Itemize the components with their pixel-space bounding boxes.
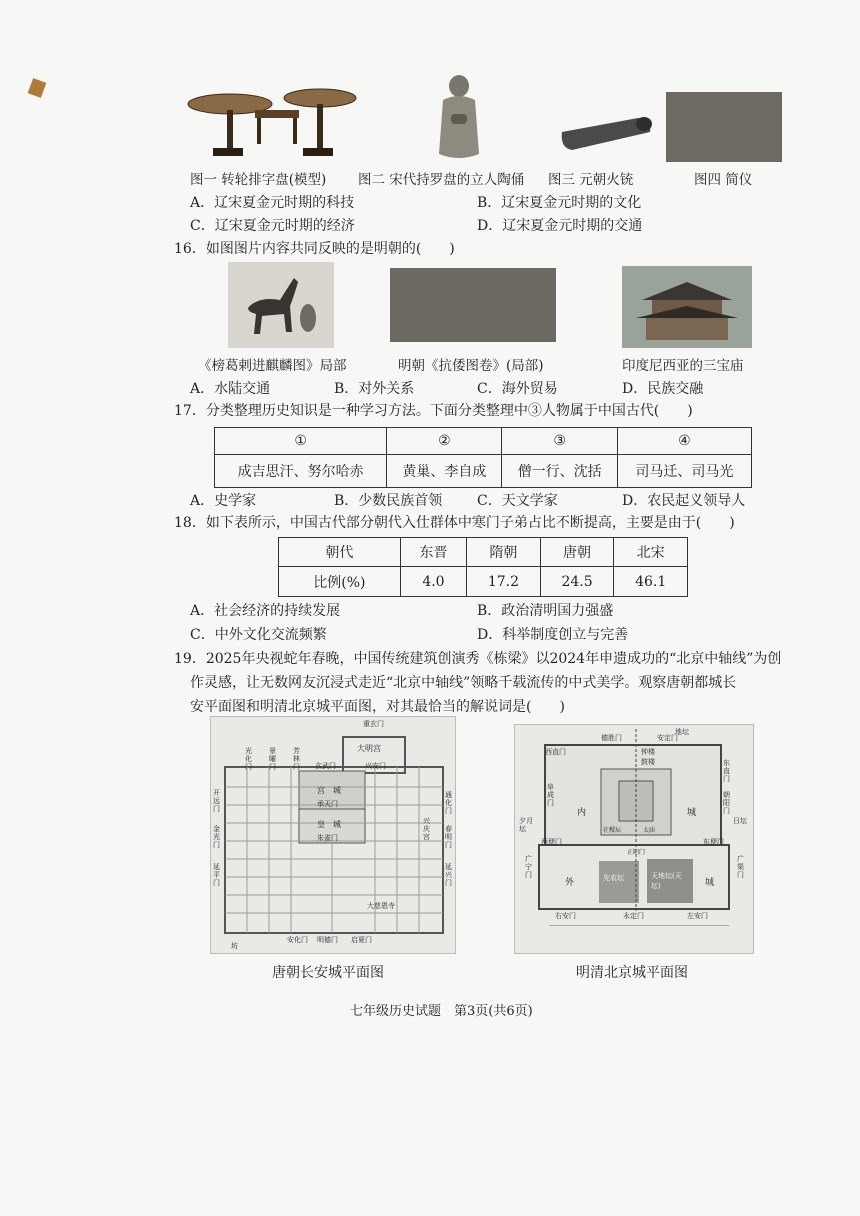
map-label: 德胜门 xyxy=(601,734,622,742)
map-label: 外 xyxy=(565,878,575,888)
ink-mark xyxy=(28,78,47,98)
table-cell: 成吉思汗、努尔哈赤 xyxy=(215,455,387,488)
figure-caption: 明朝《抗倭图卷》(局部) xyxy=(398,358,544,374)
map-label: 西便门 xyxy=(541,838,562,846)
map-label: 通化门 xyxy=(445,791,452,815)
map-label: 右安门 xyxy=(555,912,576,920)
answer-option[interactable]: D．辽宋夏金元时期的交通 xyxy=(477,218,643,234)
figure-caption: 图四 简仪 xyxy=(694,172,753,188)
map-label: 大慈恩寺 xyxy=(367,902,395,910)
map-label: 承天门 xyxy=(317,800,338,808)
map-legend xyxy=(549,925,729,948)
table-header: 唐朝 xyxy=(540,538,614,567)
map-label: 朱雀门 xyxy=(317,834,338,842)
question-stem: 17．分类整理历史知识是一种学习方法。下面分类整理中③人物属于中国古代( ) xyxy=(174,403,693,419)
map-label: 夕月坛 xyxy=(519,817,533,833)
map-label: 永定门 xyxy=(623,912,644,920)
figure-temple-image xyxy=(622,266,752,348)
figure-compass-figurine-image xyxy=(433,74,485,164)
table-cell: 46.1 xyxy=(614,567,688,597)
map-label: 安定门 xyxy=(657,734,678,742)
question-stem: 18．如下表所示，中国古代部分朝代入仕群体中寒门子弟占比不断提高，主要是由于( ) xyxy=(174,515,735,531)
map-label: 金光门 xyxy=(213,825,220,849)
map-label: 兴庆宫 xyxy=(423,817,430,841)
question-stem: 16．如图图片内容共同反映的是明朝的( ) xyxy=(174,241,455,257)
table-header: 东晋 xyxy=(400,538,466,567)
table-cell: 17.2 xyxy=(467,567,541,597)
page-footer: 七年级历史试题 第3页(共6页) xyxy=(350,1004,533,1019)
answer-option[interactable]: B．少数民族首领 xyxy=(334,493,443,509)
table-header: ③ xyxy=(502,428,617,455)
map-label: 钟楼 xyxy=(641,748,655,756)
answer-option[interactable]: B．政治清明国力强盛 xyxy=(477,603,614,619)
figure-caption: 印度尼西亚的三宝庙 xyxy=(622,358,744,374)
map-legend: 坊 xyxy=(231,942,238,950)
map-label: 朝阳门 xyxy=(723,791,730,815)
table-cell: 司马迁、司马光 xyxy=(617,455,751,488)
map-label: 皇 城 xyxy=(317,820,341,829)
map-label: 地坛 xyxy=(675,728,689,736)
map-label: 安化门 xyxy=(287,936,308,944)
map-label: 内 xyxy=(577,808,587,818)
beijing-map xyxy=(514,724,754,954)
table-header: 北宋 xyxy=(614,538,688,567)
table-header: ④ xyxy=(617,428,751,455)
map-label: 光化门 xyxy=(245,747,252,771)
table-header: 隋朝 xyxy=(467,538,541,567)
map-label: 城 xyxy=(705,878,715,888)
map-label: 天地坛(天坛) xyxy=(651,872,682,890)
map-label: 先农坛 xyxy=(603,874,624,882)
answer-option[interactable]: B．对外关系 xyxy=(334,381,415,397)
map-label: 明德门 xyxy=(317,936,338,944)
map-label: 广宁门 xyxy=(525,855,532,879)
answer-option[interactable]: A．社会经济的持续发展 xyxy=(190,603,341,619)
figure-fire-lance-image xyxy=(558,110,656,158)
map-label: 鼓楼 xyxy=(641,758,655,766)
map-label: 广渠门 xyxy=(737,855,744,879)
question-stem: 19．2025年央视蛇年春晚，中国传统建筑创演秀《栋梁》以2024年申遗成功的“北京中轴线”为创 xyxy=(174,651,782,667)
figure-scroll-image xyxy=(390,268,556,342)
answer-option[interactable]: D．民族交融 xyxy=(622,381,704,397)
question-stem: 作灵感，让无数网友沉浸式走近“北京中轴线”领略千载流传的中式美学。观察唐朝都城长 xyxy=(190,675,737,691)
answer-option[interactable]: C．中外文化交流频繁 xyxy=(190,627,327,643)
figure-caption: 《榜葛剌进麒麟图》局部 xyxy=(198,358,347,374)
table-cell: 僧一行、沈括 xyxy=(502,455,617,488)
answer-option[interactable]: A．水陆交通 xyxy=(190,381,271,397)
map-label: 西直门 xyxy=(545,748,566,756)
map-label: 景曜门 xyxy=(269,747,276,771)
map-label: 阜成门 xyxy=(547,783,554,807)
figure-caption: 图一 转轮排字盘(模型) xyxy=(190,172,327,188)
figure-caption: 图二 宋代持罗盘的立人陶俑 xyxy=(358,172,525,188)
table-cell: 4.0 xyxy=(400,567,466,597)
map-label: 春明门 xyxy=(445,825,452,849)
map-label: 启夏门 xyxy=(351,936,372,944)
map-label: 太庙 xyxy=(643,827,656,834)
answer-option[interactable]: A．史学家 xyxy=(190,493,257,509)
map-label: 延兴门 xyxy=(445,863,452,887)
figure-caption: 图三 元朝火铳 xyxy=(548,172,634,188)
map-label: 宫 城 xyxy=(317,786,341,795)
figure-qilin-image xyxy=(228,262,334,348)
answer-option[interactable]: C．辽宋夏金元时期的经济 xyxy=(190,218,355,234)
map-label: 大明宫 xyxy=(357,744,381,753)
answer-option[interactable]: C．海外贸易 xyxy=(477,381,558,397)
table-header: 朝代 xyxy=(279,538,401,567)
map-label: 兴安门 xyxy=(365,762,386,770)
map-label: 正阳门 xyxy=(627,849,646,856)
table-cell: 比例(%) xyxy=(279,567,401,597)
answer-option[interactable]: D．农民起义领导人 xyxy=(622,493,746,509)
figure-armillary-image xyxy=(666,92,782,162)
map-label: 延平门 xyxy=(213,863,220,887)
question-stem: 安平面图和明清北京城平面图，对其最恰当的解说词是( ) xyxy=(190,699,565,715)
map-label: 芳林门 xyxy=(293,747,300,771)
answer-option[interactable]: D．科举制度创立与完善 xyxy=(477,627,629,643)
table-header: ② xyxy=(387,428,502,455)
map-caption: 唐朝长安城平面图 xyxy=(272,965,384,981)
map-label: 玄武门 xyxy=(315,762,336,770)
answer-option[interactable]: B．辽宋夏金元时期的文化 xyxy=(477,195,642,211)
answer-option[interactable]: C．天文学家 xyxy=(477,493,558,509)
table-cell: 24.5 xyxy=(540,567,614,597)
map-label: 开远门 xyxy=(213,789,220,813)
map-label: 重玄门 xyxy=(363,720,384,728)
table-header: ① xyxy=(215,428,387,455)
map-label: 城 xyxy=(687,808,697,818)
map-label: 日坛 xyxy=(733,817,747,825)
map-label: 东便门 xyxy=(703,838,724,846)
map-label: 社稷坛 xyxy=(603,827,622,834)
answer-option[interactable]: A．辽宋夏金元时期的科技 xyxy=(190,195,355,211)
map-label: 东直门 xyxy=(723,759,730,783)
map-label: 左安门 xyxy=(687,912,708,920)
changan-map xyxy=(210,716,456,954)
map-caption: 明清北京城平面图 xyxy=(576,965,688,981)
figure-type-wheel-image xyxy=(185,84,363,164)
ratio-table xyxy=(278,537,688,597)
table-cell: 黄巢、李自成 xyxy=(387,455,502,488)
classification-table xyxy=(214,427,752,488)
